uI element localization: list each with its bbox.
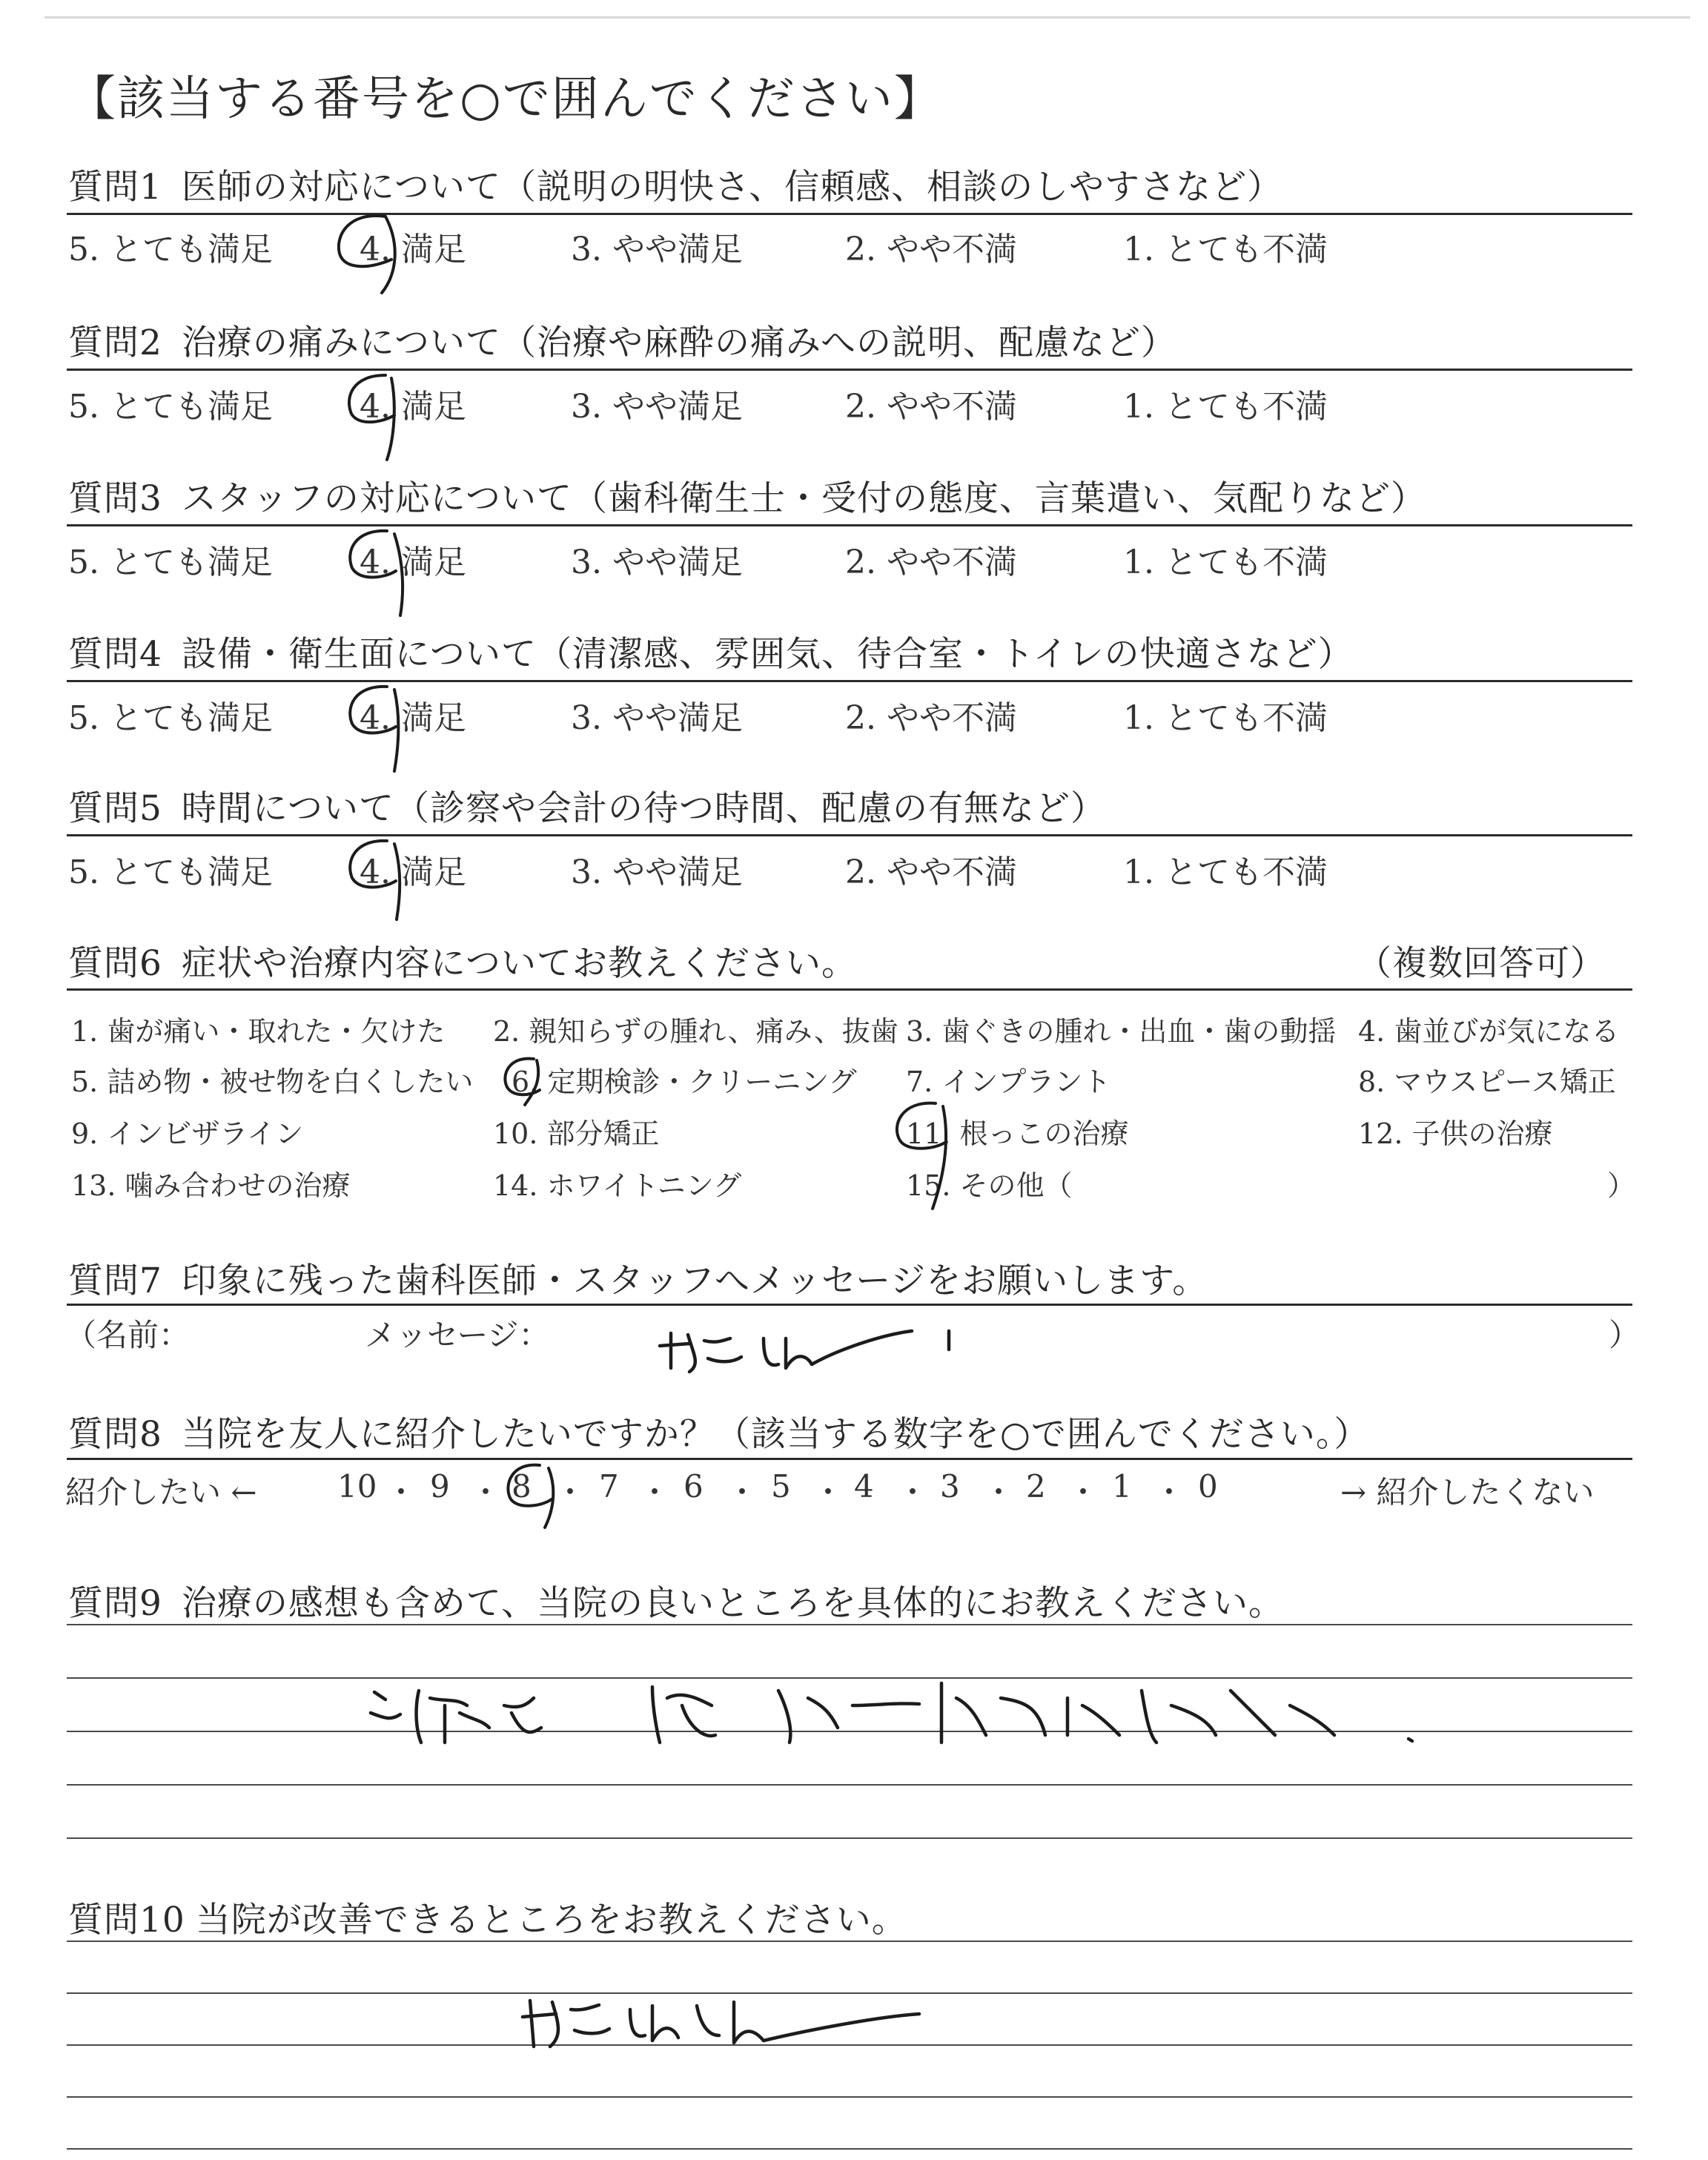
q4-option-4[interactable]: 4. 満足 xyxy=(360,699,466,737)
question-number: 質問3 xyxy=(68,478,162,519)
recommend-left-label: 紹介したい ← xyxy=(65,1474,257,1510)
q2-option-5[interactable]: 5. とても満足 xyxy=(68,388,273,426)
question-number: 質問1 xyxy=(68,167,162,208)
q4-circle-mark xyxy=(350,687,398,771)
question-text: 時間について（診察や会計の待つ時間、配慮の有無など） xyxy=(181,788,1106,829)
q4-option-3[interactable]: 3. やや満足 xyxy=(571,699,743,737)
q6-option-8[interactable]: 8. マウスピース矯正 xyxy=(1358,1066,1616,1098)
q1-option-2[interactable]: 2. やや不満 xyxy=(845,231,1017,268)
form-header: 【該当する番号を○で囲んでください】 xyxy=(68,72,943,127)
q3-circle-mark xyxy=(350,531,403,615)
scale-separator: ・ xyxy=(385,1474,417,1510)
question-number: 質問6 xyxy=(68,943,162,984)
q3-option-3[interactable]: 3. やや満足 xyxy=(571,544,743,581)
question-number: 質問5 xyxy=(68,788,162,829)
q5-option-2[interactable]: 2. やや不満 xyxy=(845,853,1017,891)
q6-option-3[interactable]: 3. 歯ぐきの腫れ・出血・歯の動揺 xyxy=(906,1015,1337,1048)
q6-option-14[interactable]: 14. ホワイトニング xyxy=(493,1169,742,1202)
multiple-answer-note: （複数回答可） xyxy=(1357,943,1606,984)
question-text: 症状や治療内容についてお教えください。 xyxy=(181,943,857,984)
q10-handwritten-answer xyxy=(523,2001,919,2047)
scale-separator: ・ xyxy=(1068,1474,1099,1510)
q6-option-6[interactable]: 6. 定期検診・クリーニング xyxy=(512,1066,857,1098)
q6-option-13[interactable]: 13. 噛み合わせの治療 xyxy=(71,1169,351,1202)
q1-option-4[interactable]: 4. 満足 xyxy=(360,231,466,268)
scale-value-0[interactable]: 0 xyxy=(1198,1468,1218,1505)
question-number: 質問7 xyxy=(68,1261,162,1301)
question-number: 質問2 xyxy=(68,323,162,363)
scale-value-5[interactable]: 5 xyxy=(771,1468,791,1505)
q1-option-3[interactable]: 3. やや満足 xyxy=(571,231,743,268)
q6-other-close: ） xyxy=(1607,1169,1636,1202)
q5-option-4[interactable]: 4. 満足 xyxy=(360,853,466,891)
q9-handwritten-answer xyxy=(371,1683,1412,1743)
scale-value-2[interactable]: 2 xyxy=(1026,1468,1046,1505)
q6-option-5[interactable]: 5. 詰め物・被せ物を白くしたい xyxy=(71,1066,474,1098)
question-text: 設備・衛生面について（清潔感、雰囲気、待合室・トイレの快適さなど） xyxy=(181,634,1354,675)
question-number: 質問8 xyxy=(68,1414,162,1455)
q7-handwritten-answer xyxy=(660,1331,949,1372)
q1-circle-mark xyxy=(339,216,395,293)
q6-option11-circle-mark xyxy=(897,1103,946,1209)
q3-option-2[interactable]: 2. やや不満 xyxy=(845,544,1017,581)
scale-separator: ・ xyxy=(983,1474,1015,1510)
q6-option-9[interactable]: 9. インビザライン xyxy=(71,1117,304,1150)
q1-option-1[interactable]: 1. とても不満 xyxy=(1123,231,1328,268)
question-text: 印象に残った歯科医師・スタッフへメッセージをお願いします。 xyxy=(181,1261,1208,1301)
q6-option6-circle-mark xyxy=(505,1059,540,1105)
question-text: スタッフの対応について（歯科衛生士・受付の態度、言葉遣い、気配りなど） xyxy=(181,478,1426,519)
q2-option-1[interactable]: 1. とても不満 xyxy=(1123,388,1328,426)
scale-value-1[interactable]: 1 xyxy=(1112,1468,1132,1505)
q5-circle-mark xyxy=(350,841,400,919)
scale-separator: ・ xyxy=(812,1474,844,1510)
message-close: ） xyxy=(1609,1317,1641,1353)
scale-value-9[interactable]: 9 xyxy=(430,1468,450,1505)
scale-separator: ・ xyxy=(897,1474,929,1510)
question-number: 質問4 xyxy=(68,634,162,675)
scale-value-4[interactable]: 4 xyxy=(854,1468,874,1505)
q3-option-5[interactable]: 5. とても満足 xyxy=(68,544,273,581)
scale-separator: ・ xyxy=(1153,1474,1185,1510)
scale-separator: ・ xyxy=(470,1474,502,1510)
q3-option-1[interactable]: 1. とても不満 xyxy=(1123,544,1328,581)
q6-option-7[interactable]: 7. インプラント xyxy=(906,1066,1111,1098)
q6-option-12[interactable]: 12. 子供の治療 xyxy=(1358,1117,1553,1150)
question-text: 治療の痛みについて（治療や麻酔の痛みへの説明、配慮など） xyxy=(181,323,1177,363)
q5-option-5[interactable]: 5. とても満足 xyxy=(68,853,273,891)
q3-option-4[interactable]: 4. 満足 xyxy=(360,544,466,581)
question-text: 医師の対応について（説明の明快さ、信頼感、相談のしやすさなど） xyxy=(181,167,1283,208)
q6-option-2[interactable]: 2. 親知らずの腫れ、痛み、抜歯 xyxy=(493,1015,898,1048)
scale-value-10[interactable]: 10 xyxy=(337,1468,377,1505)
question-number: 質問9 xyxy=(68,1583,162,1624)
q6-option-10[interactable]: 10. 部分矯正 xyxy=(493,1117,660,1150)
q4-option-2[interactable]: 2. やや不満 xyxy=(845,699,1017,737)
question-number: 質問10 xyxy=(68,1900,185,1941)
q2-option-2[interactable]: 2. やや不満 xyxy=(845,388,1017,426)
scale-value-6[interactable]: 6 xyxy=(683,1468,704,1505)
q4-option-1[interactable]: 1. とても不満 xyxy=(1123,699,1328,737)
recommend-right-label: → 紹介したくない xyxy=(1340,1474,1595,1510)
name-label: （名前： xyxy=(65,1317,191,1353)
scale-value-8[interactable]: 8 xyxy=(512,1468,532,1505)
question-text: 治療の感想も含めて、当院の良いところを具体的にお教えください。 xyxy=(181,1583,1284,1624)
scale-separator: ・ xyxy=(639,1474,671,1510)
q8-circle-mark xyxy=(508,1465,553,1527)
q2-option-3[interactable]: 3. やや満足 xyxy=(571,388,743,426)
q5-option-3[interactable]: 3. やや満足 xyxy=(571,853,743,891)
scale-value-3[interactable]: 3 xyxy=(940,1468,960,1505)
scale-separator: ・ xyxy=(555,1474,586,1510)
q6-option-11[interactable]: 11. 根っこの治療 xyxy=(906,1117,1129,1150)
q2-circle-mark xyxy=(349,375,394,460)
q6-option-4[interactable]: 4. 歯並びが気になる xyxy=(1358,1015,1620,1048)
q5-option-1[interactable]: 1. とても不満 xyxy=(1123,853,1328,891)
q6-option-1[interactable]: 1. 歯が痛い・取れた・欠けた xyxy=(71,1015,446,1048)
q2-option-4[interactable]: 4. 満足 xyxy=(360,388,466,426)
q4-option-5[interactable]: 5. とても満足 xyxy=(68,699,273,737)
question-text: 当院が改善できるところをお教えください。 xyxy=(195,1900,907,1941)
q1-option-5[interactable]: 5. とても満足 xyxy=(68,231,273,268)
message-label: メッセージ： xyxy=(365,1317,550,1353)
scale-value-7[interactable]: 7 xyxy=(599,1468,619,1505)
q6-option-15[interactable]: 15. その他（ xyxy=(906,1169,1073,1202)
scale-separator: ・ xyxy=(726,1474,758,1510)
question-text: 当院を友人に紹介したいですか？（該当する数字を○で囲んでください。） xyxy=(181,1414,1370,1455)
